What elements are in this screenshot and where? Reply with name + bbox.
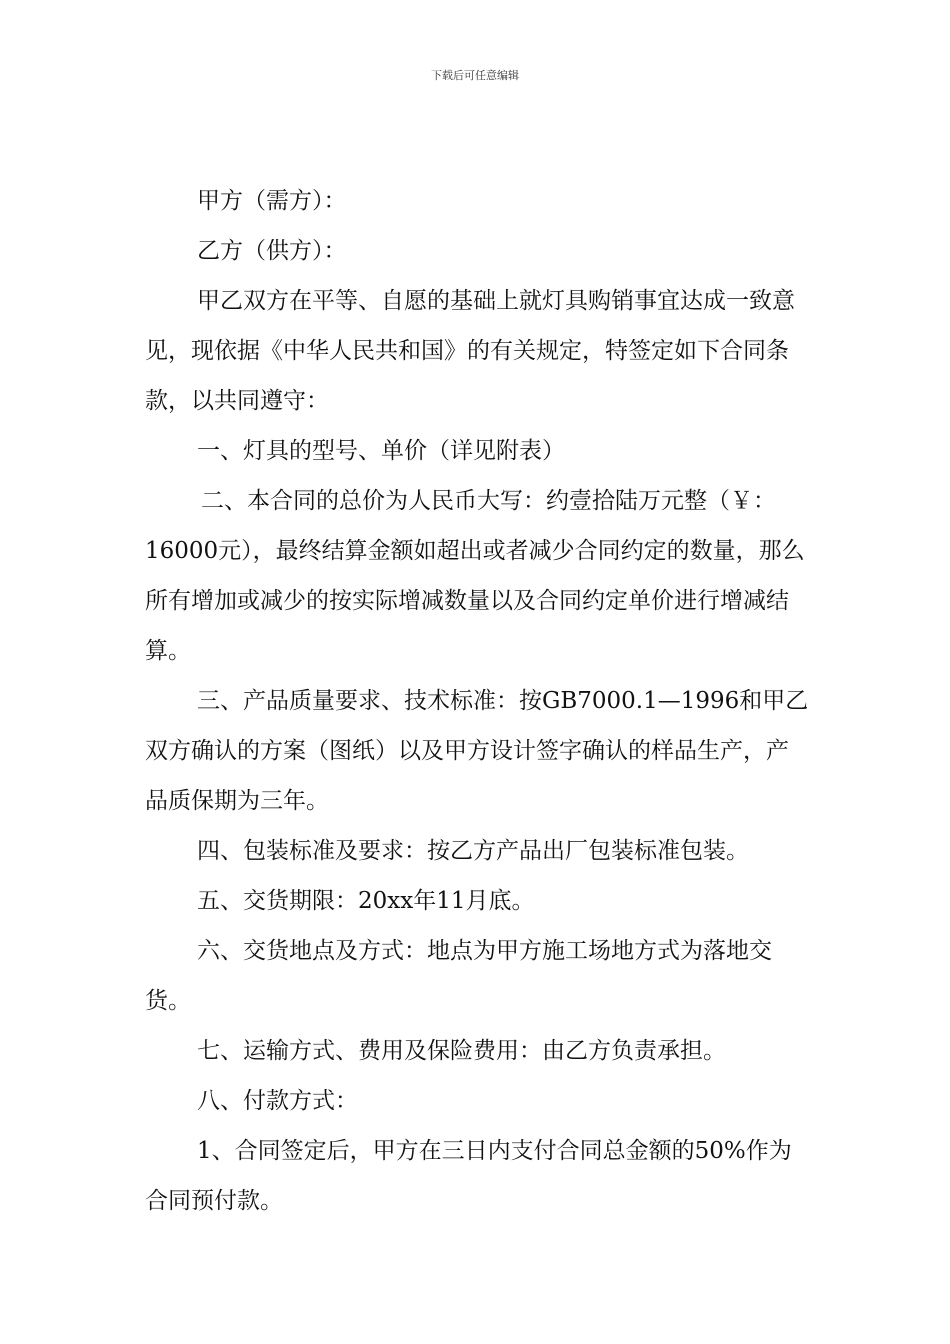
page-header: 下载后可任意编辑 <box>431 69 519 82</box>
clause-5: 五、交货期限：20xx年11月底。 <box>197 888 535 914</box>
party-b-line: 乙方（供方）： <box>197 238 347 264</box>
clause-3: 三、产品质量要求、技术标准：按GB7000.1—1996和甲乙双方确认的方案（图纸）以及甲方设计签字确认的样品生产，产品质保期为三年。 <box>145 688 809 814</box>
clause-6: 六、交货地点及方式：地点为甲方施工场地方式为落地交货。 <box>145 938 772 1014</box>
contract-body <box>145 176 811 1226</box>
party-a-line: 甲方（需方）： <box>197 188 347 214</box>
clause-1: 一、灯具的型号、单价（详见附表） <box>197 438 565 464</box>
clause-2: 二、本合同的总价为人民币大写：约壹拾陆万元整（￥：16000元），最终结算金额如超出或者减少合同约定的数量，那么所有增加或减少的按实际增减数量以及合同约定单价进行增减结算。 <box>145 488 805 664</box>
clause-8: 八、付款方式： <box>197 1088 358 1114</box>
clause-8-item-1: 1、合同签定后，甲方在三日内支付合同总金额的50%作为合同预付款。 <box>145 1138 792 1214</box>
clause-4: 四、包装标准及要求：按乙方产品出厂包装标准包装。 <box>197 838 749 864</box>
clause-7: 七、运输方式、费用及保险费用：由乙方负责承担。 <box>197 1038 726 1064</box>
preamble-paragraph: 甲乙双方在平等、自愿的基础上就灯具购销事宜达成一致意见，现依据《中华人民共和国》的有关规定，特签定如下合同条款，以共同遵守： <box>145 288 795 414</box>
